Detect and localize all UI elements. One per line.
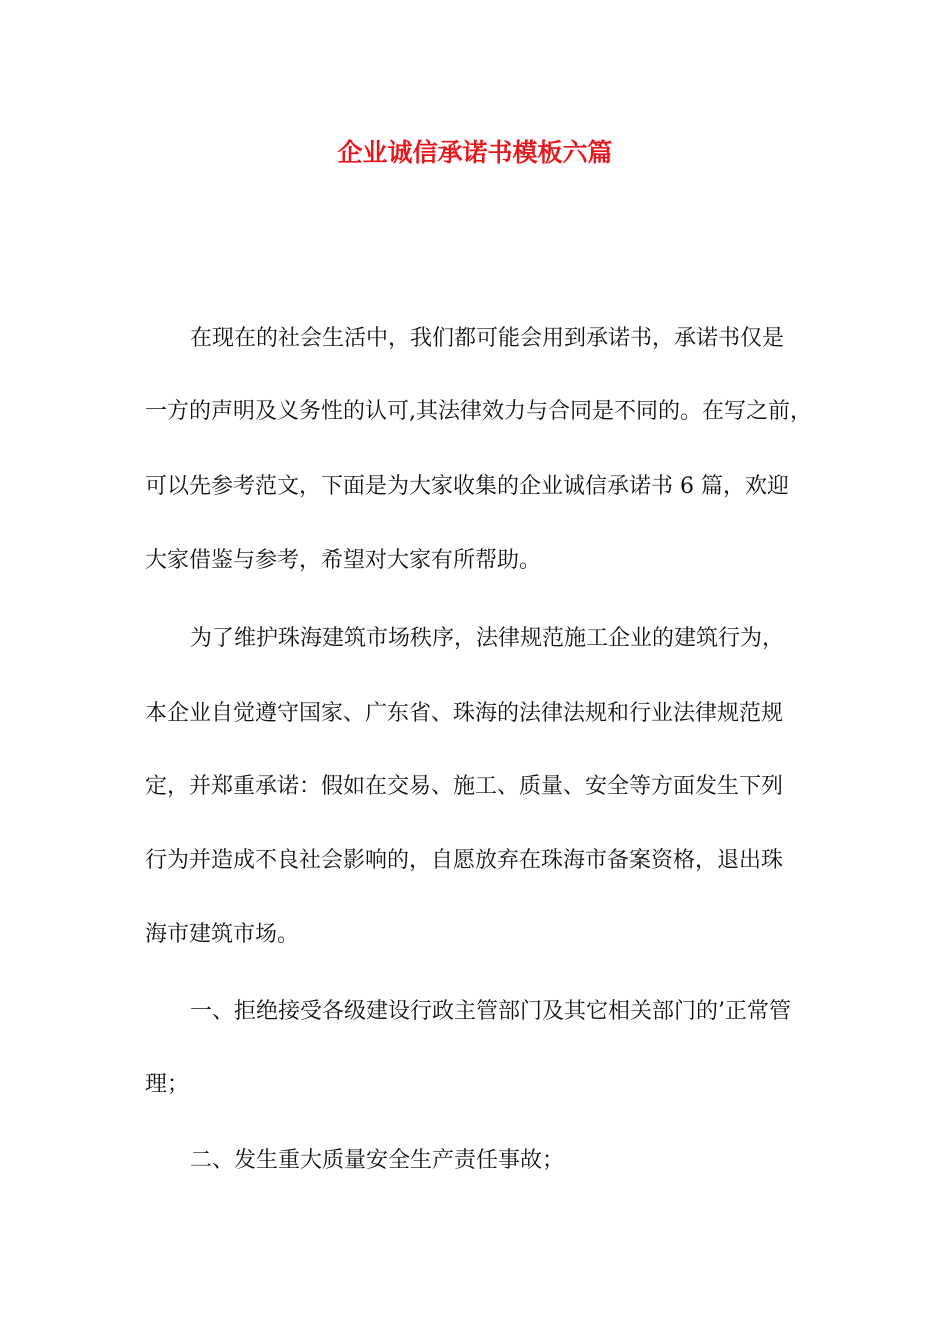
- paragraph-1-line-3: 可以先参考范文，下面是为大家收集的企业诚信承诺书 6 篇，欢迎: [145, 474, 789, 499]
- list-item-1-line-2: 理；: [145, 1072, 190, 1097]
- paragraph-2-line-3: 定，并郑重承诺：假如在交易、施工、质量、安全等方面发生下列: [145, 774, 784, 799]
- paragraph-1-line-4: 大家借鉴与参考，希望对大家有所帮助。: [145, 548, 542, 573]
- document-title: 企业诚信承诺书模板六篇: [337, 138, 613, 167]
- paragraph-2-line-1: 为了维护珠海建筑市场秩序，法律规范施工企业的建筑行为，: [190, 626, 785, 651]
- list-item-2: 二、发生重大质量安全生产责任事故；: [190, 1148, 565, 1173]
- paragraph-2-line-4: 行为并造成不良社会影响的，自愿放弃在珠海市备案资格，退出珠: [145, 848, 784, 873]
- paragraph-2-line-2: 本企业自觉遵守国家、广东省、珠海的法律法规和行业法律规范规: [145, 701, 784, 726]
- paragraph-2-line-5: 海市建筑市场。: [145, 922, 300, 947]
- list-item-1-line-1: 一、拒绝接受各级建设行政主管部门及其它相关部门的’正常管: [190, 999, 791, 1024]
- paragraph-1-line-1: 在现在的社会生活中，我们都可能会用到承诺书，承诺书仅是: [190, 326, 785, 351]
- paragraph-1-line-2: 一方的声明及义务性的认可,其法律效力与合同是不同的。在写之前，: [145, 399, 812, 424]
